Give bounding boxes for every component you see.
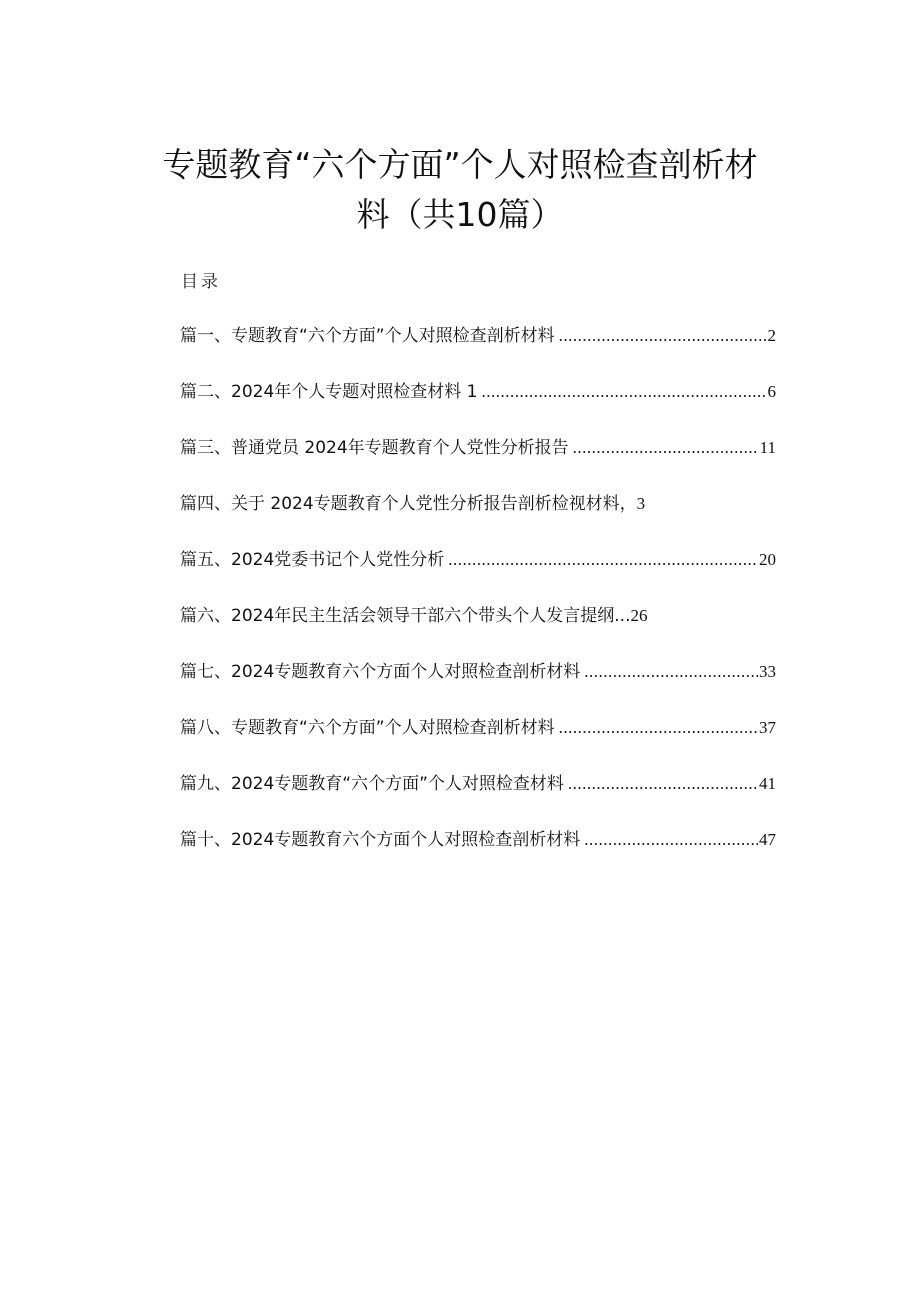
toc-entry-row bbox=[180, 378, 776, 406]
toc-entry-label: 篇四、关于 2024专题教育个人党性分析报告剖析检视材料， bbox=[180, 494, 637, 514]
toc-entry-page-number: 37 bbox=[759, 718, 776, 737]
toc-entry-label: 篇一、专题教育“六个方面”个人对照检查剖析材料 bbox=[180, 326, 555, 346]
toc-dot-leader bbox=[584, 826, 758, 854]
toc-dot-leader bbox=[481, 378, 766, 406]
toc-dot-leader bbox=[568, 770, 758, 798]
toc-entry-row bbox=[180, 434, 776, 462]
toc-dot-leader bbox=[559, 322, 767, 350]
toc-entry-page-number: 3 bbox=[636, 494, 646, 513]
toc-dot-leader bbox=[584, 658, 758, 686]
toc-entry-row bbox=[180, 826, 776, 854]
toc-entry-page-number: 33 bbox=[759, 662, 776, 681]
title-line-2: 料（共10篇） bbox=[356, 195, 564, 234]
toc-entry-page-number: 41 bbox=[759, 774, 776, 793]
toc-dot-leader bbox=[559, 714, 758, 742]
toc-entry-label: 篇二、2024年个人专题对照检查材料 1 bbox=[180, 382, 478, 402]
toc-dot-leader bbox=[448, 546, 758, 574]
title-line-1: 专题教育“六个方面”个人对照检查剖析材 bbox=[162, 145, 758, 184]
toc-entry-row bbox=[180, 770, 776, 798]
toc-entry[interactable] bbox=[180, 434, 776, 490]
toc-entry-label: 篇九、2024专题教育“六个方面”个人对照检查材料 bbox=[180, 774, 564, 794]
toc-entry-label: 篇十、2024专题教育六个方面个人对照检查剖析材料 bbox=[180, 830, 581, 850]
toc-entry-label: 篇三、普通党员 2024年专题教育个人党性分析报告 bbox=[180, 438, 569, 458]
toc-entry-row bbox=[180, 714, 776, 742]
table-of-contents bbox=[180, 322, 776, 882]
toc-entry-page-number: 26 bbox=[630, 606, 648, 625]
toc-entry[interactable] bbox=[180, 322, 776, 378]
toc-entry[interactable] bbox=[180, 546, 776, 602]
toc-entry[interactable] bbox=[180, 714, 776, 770]
toc-entry-row bbox=[180, 658, 776, 686]
toc-entry-page-number: 47 bbox=[759, 830, 776, 849]
toc-dot-leader bbox=[573, 434, 759, 462]
toc-heading: 目录 bbox=[181, 272, 221, 292]
toc-entry[interactable] bbox=[180, 602, 776, 658]
toc-entry-page-number: 6 bbox=[767, 382, 776, 401]
toc-entry-page-number: 2 bbox=[767, 326, 776, 345]
toc-entry[interactable] bbox=[180, 826, 776, 882]
toc-entry-row bbox=[180, 490, 776, 518]
toc-entry-row bbox=[180, 546, 776, 574]
document-title bbox=[120, 140, 800, 240]
toc-entry-label: 篇八、专题教育“六个方面”个人对照检查剖析材料 bbox=[180, 718, 555, 738]
toc-entry-row bbox=[180, 322, 776, 350]
toc-entry[interactable] bbox=[180, 770, 776, 826]
toc-entry[interactable] bbox=[180, 658, 776, 714]
toc-entry[interactable] bbox=[180, 378, 776, 434]
toc-entry-row bbox=[180, 602, 776, 630]
toc-entry-page-number: 20 bbox=[759, 550, 776, 569]
toc-entry-label: 篇七、2024专题教育六个方面个人对照检查剖析材料 bbox=[180, 662, 581, 682]
toc-entry-label: 篇五、2024党委书记个人党性分析 bbox=[180, 550, 445, 570]
toc-entry-label: 篇六、2024年民主生活会领导干部六个带头个人发言提纲... bbox=[180, 606, 631, 626]
toc-entry-page-number: 11 bbox=[759, 438, 776, 457]
toc-entry[interactable] bbox=[180, 490, 776, 546]
